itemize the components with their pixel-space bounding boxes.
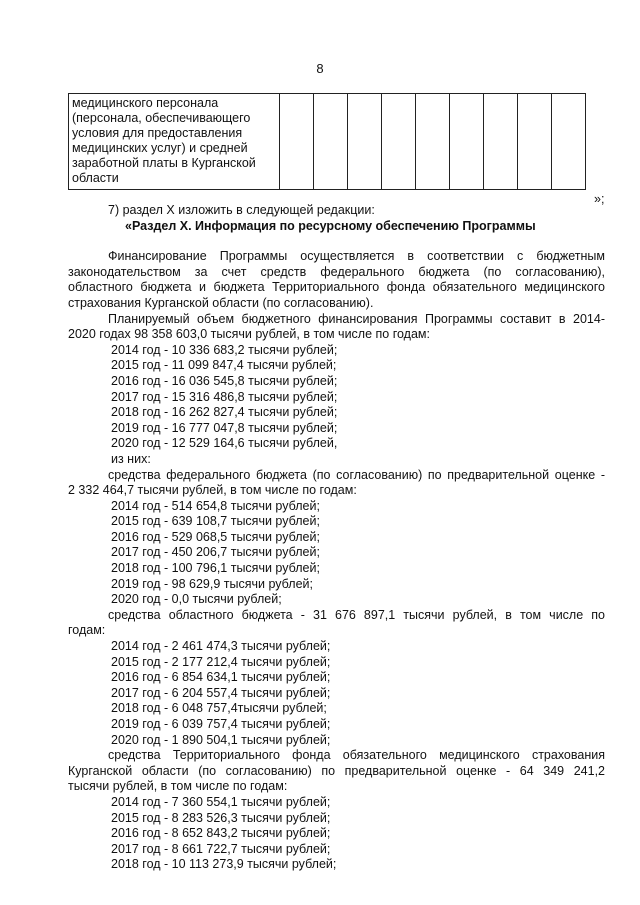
paragraph-line: страхования Курганской области (по согласованию). [68, 295, 374, 310]
cell-line: условия для предоставления [72, 126, 243, 140]
paragraph-line: из них: [111, 451, 151, 466]
table-row [69, 94, 586, 190]
table-fragment [68, 93, 586, 190]
table-cell-empty [382, 94, 416, 190]
year-line: 2017 год - 15 316 486,8 тысячи рублей; [111, 389, 338, 404]
year-line: 2019 год - 16 777 047,8 тысячи рублей; [111, 420, 338, 435]
year-line: 2016 год - 6 854 634,1 тысячи рублей; [111, 670, 331, 685]
year-line: 2019 год - 98 629,9 тысячи рублей; [111, 576, 313, 591]
paragraph-line: законодательством за счет средств федерального бюджета (по согласованию), [68, 264, 605, 279]
year-line: 2015 год - 11 099 847,4 тысячи рублей; [111, 358, 337, 373]
table-cell-empty [416, 94, 450, 190]
year-line: 2016 год - 529 068,5 тысячи рублей; [111, 529, 320, 544]
paragraph-line: Планируемый объем бюджетного финансирования Программы составит в 2014- [108, 311, 605, 326]
year-line: 2018 год - 100 796,1 тысячи рублей; [111, 561, 320, 576]
table-cell-empty [552, 94, 586, 190]
year-line: 2014 год - 514 654,8 тысячи рублей; [111, 498, 320, 513]
year-line: 2020 год - 12 529 164,6 тысячи рублей, [111, 436, 338, 451]
year-line: 2015 год - 8 283 526,3 тысячи рублей; [111, 810, 331, 825]
year-line: 2020 год - 1 890 504,1 тысячи рублей; [111, 732, 331, 747]
document-body [68, 203, 605, 873]
year-line: 2017 год - 8 661 722,7 тысячи рублей; [111, 841, 331, 856]
amendment-item: 7) раздел X изложить в следующей редакции: [108, 203, 375, 217]
paragraph-line: тысячи рублей, в том числе по годам: [68, 779, 288, 794]
year-line: 2014 год - 10 336 683,2 тысячи рублей; [111, 342, 338, 357]
year-line: 2014 год - 7 360 554,1 тысячи рублей; [111, 794, 331, 809]
year-line: 2016 год - 16 036 545,8 тысячи рублей; [111, 373, 338, 388]
paragraph-line: годам: [68, 623, 106, 638]
paragraph-line: 2 332 464,7 тысячи рублей, в том числе по годам: [68, 483, 357, 498]
paragraph-line: областного бюджета и бюджета Территориального фонда обязательного медицинского [68, 280, 605, 295]
closing-quote: »; [594, 192, 605, 206]
year-line: 2018 год - 10 113 273,9 тысячи рублей; [111, 857, 337, 872]
year-line: 2018 год - 6 048 757,4тысячи рублей; [111, 701, 327, 716]
table-cell-empty [348, 94, 382, 190]
year-line: 2019 год - 6 039 757,4 тысячи рублей; [111, 717, 331, 731]
year-line: 2018 год - 16 262 827,4 тысячи рублей; [111, 405, 338, 420]
cell-line: заработной платы в Курганской [72, 156, 256, 170]
paragraph-line: Курганской области (по согласованию) по предварительной оценке - 64 349 241,2 [68, 763, 605, 778]
cell-line: медицинского персонала [72, 96, 219, 110]
table-cell-empty [518, 94, 552, 190]
page-number: 8 [316, 61, 324, 76]
paragraph-line: средства областного бюджета - 31 676 897,1 тысячи рублей, в том числе по [108, 607, 605, 622]
table-cell-description [69, 94, 280, 190]
year-line: 2017 год - 450 206,7 тысячи рублей; [111, 545, 320, 560]
table-cell-empty [314, 94, 348, 190]
year-line: 2014 год - 2 461 474,3 тысячи рублей; [111, 639, 331, 654]
paragraph-line: средства Территориального фонда обязательного медицинского страхования [108, 748, 605, 763]
paragraph-line: средства федерального бюджета (по согласованию) по предварительной оценке - [108, 467, 605, 482]
paragraph-line: Финансирование Программы осуществляется в соответствии с бюджетным [108, 249, 605, 264]
year-line: 2020 год - 0,0 тысячи рублей; [111, 592, 282, 607]
cell-line: области [72, 171, 119, 185]
table-cell-empty [280, 94, 314, 190]
year-line: 2015 год - 639 108,7 тысячи рублей; [111, 514, 320, 529]
paragraph-line: 2020 годах 98 358 603,0 тысячи рублей, в том числе по годам: [68, 327, 430, 342]
year-line: 2016 год - 8 652 843,2 тысячи рублей; [111, 826, 331, 841]
year-line: 2017 год - 6 204 557,4 тысячи рублей; [111, 685, 331, 700]
cell-line: медицинских услуг) и средней [72, 141, 248, 155]
section-heading: «Раздел X. Информация по ресурсному обеспечению Программы [125, 218, 536, 233]
cell-line: (персонала, обеспечивающего [72, 111, 251, 125]
year-line: 2015 год - 2 177 212,4 тысячи рублей; [111, 654, 331, 669]
table-cell-empty [484, 94, 518, 190]
table-cell-empty [450, 94, 484, 190]
